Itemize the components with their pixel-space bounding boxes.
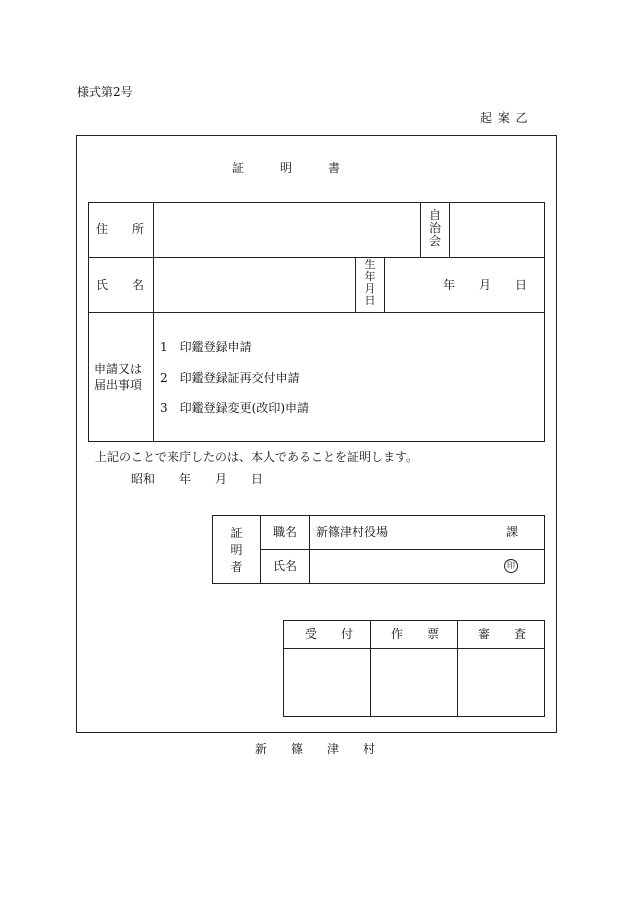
date-line: 昭和 年 月 日 <box>131 472 264 486</box>
request-item-1[interactable]: 1 印鑑登録申請 <box>160 340 252 354</box>
footer-village-name: 新 篠 津 村 <box>255 742 376 756</box>
office-box-label-reception: 受 付 <box>305 627 354 641</box>
row-divider <box>88 312 545 313</box>
certifier-name-field[interactable] <box>310 550 500 583</box>
request-item-3[interactable]: 3 印鑑登録変更(改印)申請 <box>160 401 309 415</box>
certifier-label: 証 明 者 <box>230 526 243 574</box>
cell-divider <box>370 620 371 717</box>
row-divider <box>283 648 545 649</box>
certifier-name-label: 氏名 <box>273 559 298 573</box>
jichikai-label: 自 治 会 <box>428 208 441 248</box>
address-label: 住 所 <box>96 222 145 236</box>
address-field[interactable] <box>154 203 419 257</box>
dob-field[interactable] <box>385 258 544 312</box>
section-suffix: 課 <box>506 525 519 539</box>
certifier-title-value: 新篠津村役場 <box>316 525 389 539</box>
seal-mark: 印 <box>504 559 518 573</box>
dob-value: 年 月 日 <box>443 278 528 292</box>
statement-text: 上記のことで来庁したのは、本人であることを証明します。 <box>95 450 419 464</box>
form-number: 様式第2号 <box>77 85 133 99</box>
document-title: 証 明 書 <box>232 161 341 175</box>
jichikai-field[interactable] <box>450 203 544 257</box>
certifier-title-label: 職名 <box>273 525 298 539</box>
name-label: 氏 名 <box>96 278 145 292</box>
name-field[interactable] <box>154 258 354 312</box>
cell-divider <box>457 620 458 717</box>
dob-label: 生 年 月 日 <box>364 258 376 307</box>
drafter-label: 起 案 乙 <box>480 111 529 125</box>
request-item-2[interactable]: 2 印鑑登録証再交付申請 <box>160 371 300 385</box>
request-label-line1: 申請又は <box>94 362 143 376</box>
office-box-label-review: 審 査 <box>478 627 527 641</box>
office-box-label-ticket: 作 票 <box>391 627 440 641</box>
request-label-line2: 届出事項 <box>94 378 143 392</box>
